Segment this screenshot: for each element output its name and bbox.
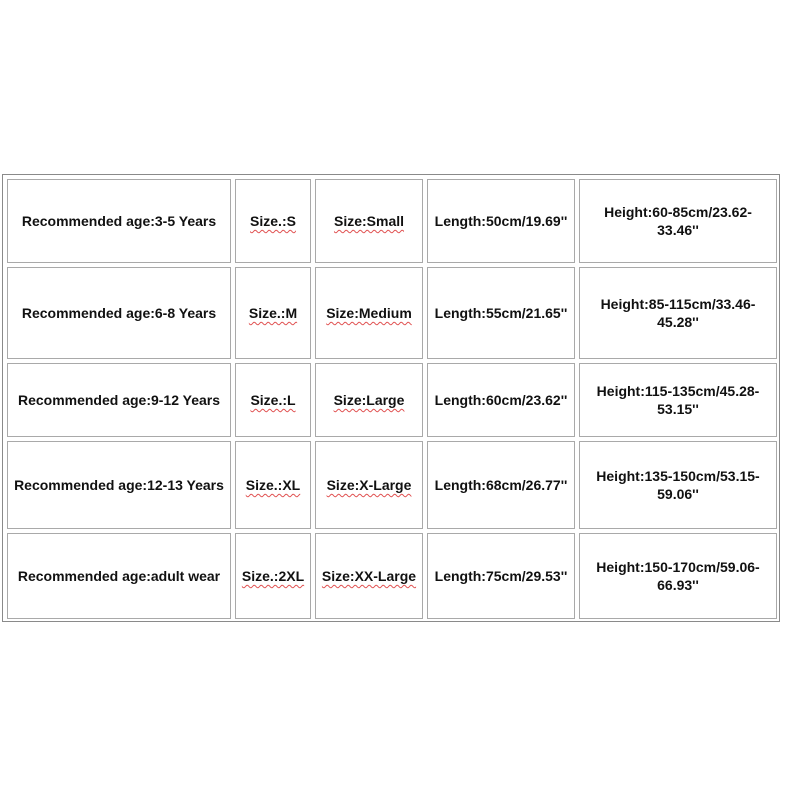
age-text: Recommended age:6-8 Years [21,305,217,321]
age-cell [7,363,231,437]
size-name-cell [315,441,423,529]
height-text: Height:85-115cm/33.46-45.28'' [600,296,756,330]
size-code-text: Size.:2XL [241,568,305,584]
height-cell [579,363,777,437]
size-name-cell [315,179,423,263]
size-name-text: Size:X-Large [326,477,412,493]
length-text: Length:60cm/23.62'' [434,392,568,408]
height-text: Height:135-150cm/53.15-59.06'' [596,468,760,502]
size-name-text: Size:Medium [326,305,412,321]
height-text: Height:150-170cm/59.06-66.93'' [596,559,760,593]
age-cell [7,267,231,359]
size-name-cell [315,267,423,359]
age-cell [7,179,231,263]
size-name-cell [315,533,423,619]
age-cell [7,441,231,529]
size-code-cell [235,179,311,263]
length-text: Length:55cm/21.65'' [434,305,568,321]
height-cell [579,179,777,263]
length-text: Length:75cm/29.53'' [434,568,568,584]
size-name-text: Size:XX-Large [321,568,417,584]
size-name-text: Size:Small [333,213,405,229]
length-cell [427,441,575,529]
length-text: Length:50cm/19.69'' [434,213,568,229]
height-cell [579,533,777,619]
size-code-cell [235,363,311,437]
size-code-text: Size.:L [250,392,296,408]
age-cell [7,533,231,619]
size-chart-table [2,174,780,622]
size-name-cell [315,363,423,437]
age-text: Recommended age:9-12 Years [17,392,221,408]
length-text: Length:68cm/26.77'' [434,477,568,493]
length-cell [427,179,575,263]
size-code-cell [235,441,311,529]
size-code-cell [235,533,311,619]
age-text: Recommended age:adult wear [17,568,221,584]
length-cell [427,363,575,437]
size-name-text: Size:Large [333,392,405,408]
height-text: Height:60-85cm/23.62-33.46'' [604,204,752,238]
length-cell [427,533,575,619]
size-code-text: Size.:S [250,213,296,229]
age-text: Recommended age:3-5 Years [21,213,217,229]
size-code-text: Size.:XL [245,477,301,493]
height-cell [579,267,777,359]
size-code-cell [235,267,311,359]
height-cell [579,441,777,529]
length-cell [427,267,575,359]
size-code-text: Size.:M [248,305,298,321]
height-text: Height:115-135cm/45.28-53.15'' [596,383,760,417]
age-text: Recommended age:12-13 Years [14,477,224,493]
